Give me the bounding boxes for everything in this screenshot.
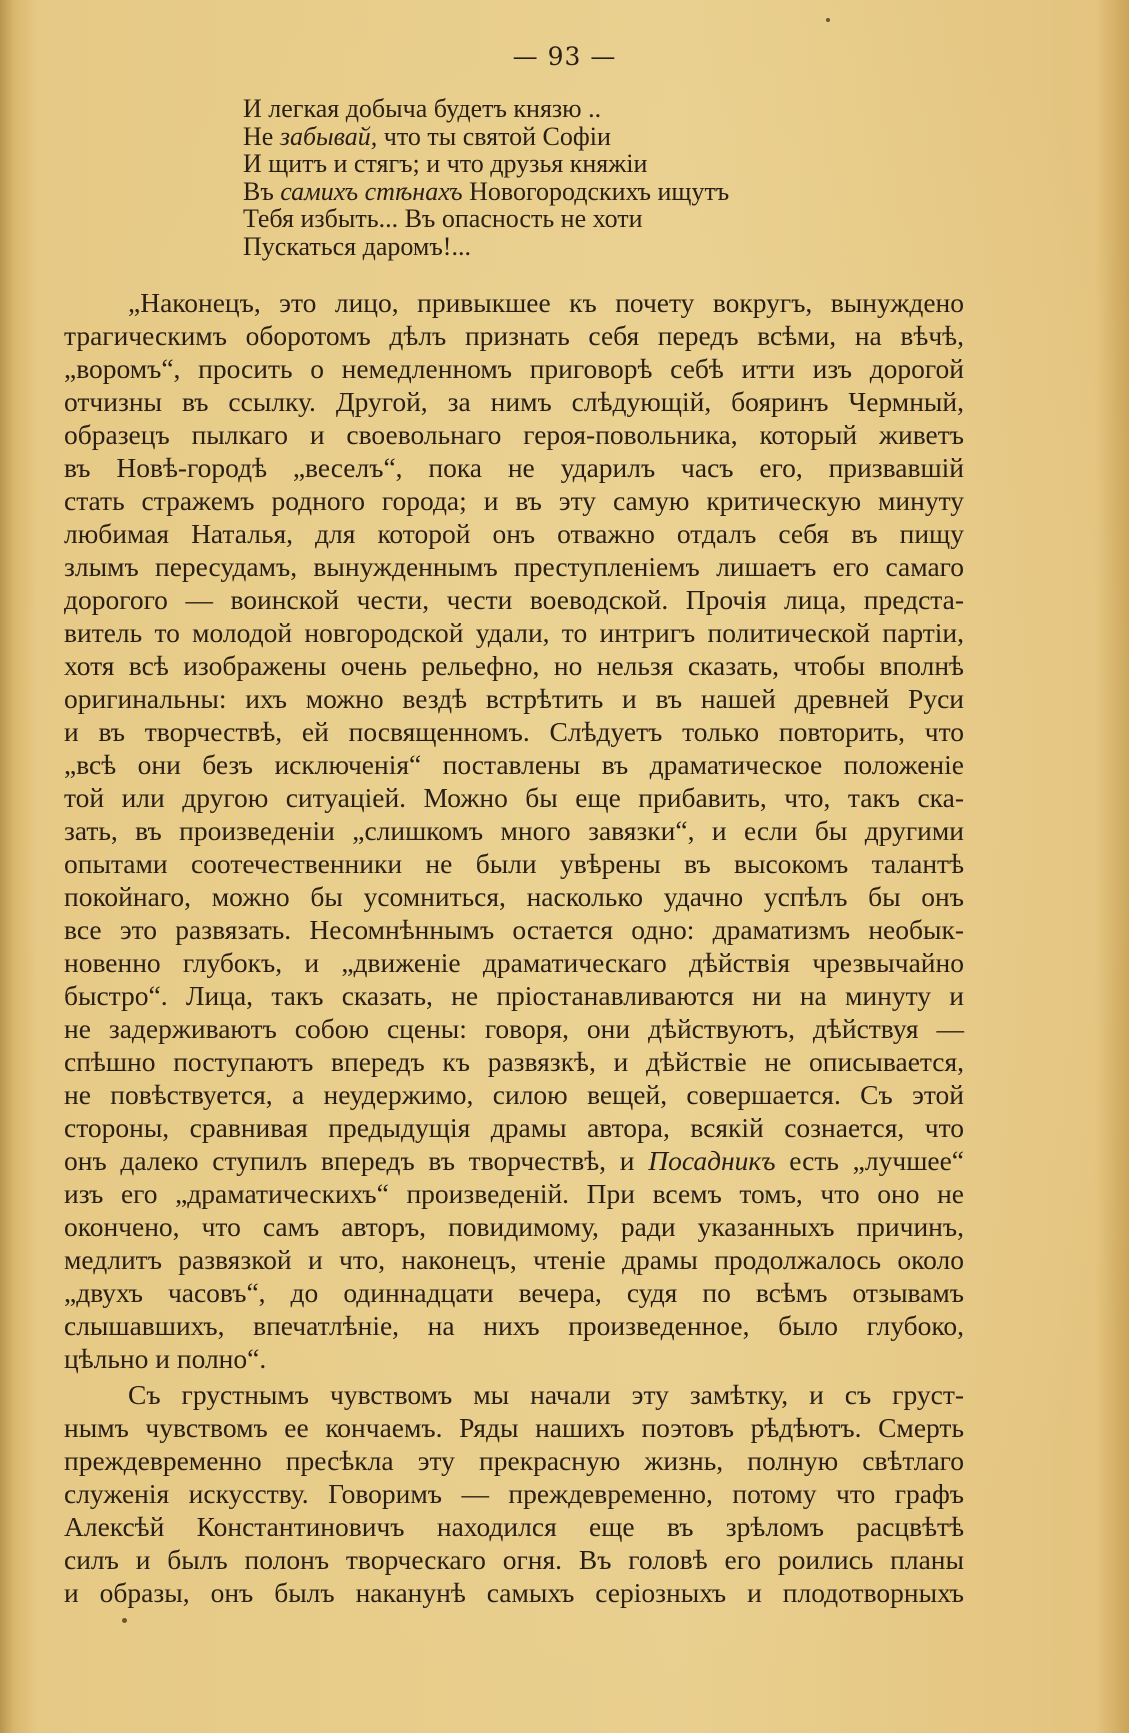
text-line: трагическимъ оборотомъ дѣлъ признать себя передъ всѣми, на вѣчѣ, [64,320,964,351]
text-line: Съ грустнымъ чувствомъ мы начали эту замѣтку, и съ груст- [128,1379,964,1410]
text-line: и въ творчествѣ, ей посвященномъ. Слѣдуетъ только повторить, что [64,716,964,747]
text-line: витель то молодой новгородской удали, то интригъ политической партіи, [64,617,964,648]
verse-quote [243,95,729,261]
body-text [64,286,964,1609]
text-line: не повѣствуется, а неудержимо, силою вещей, совершается. Съ этой [64,1079,964,1110]
paragraph-1 [64,286,964,1375]
verse-italic-text: самихъ стѣнахъ [280,176,463,206]
text-line: дорогого — воинской чести, чести воеводской. Прочія лица, предста- [64,584,964,615]
text-line: служенія искусству. Говоримъ — преждевременно, потому что графъ [64,1478,964,1509]
verse-line [243,205,729,233]
verse-text: Не [243,121,280,151]
text-line: „двухъ часовъ“, до одиннадцати вечера, судя по всѣмъ отзывамъ [64,1277,964,1308]
text-line: и образы, онъ былъ наканунѣ самыхъ серіозныхъ и плодотворныхъ [64,1577,964,1608]
text-line: цѣльно и полно“. [64,1343,267,1374]
text-line: отчизны въ ссылку. Другой, за нимъ слѣдующій, бояринъ Чермный, [64,386,964,417]
text-line: не задерживаютъ собою сцены: говоря, они дѣйствуютъ, дѣйствуя — [64,1013,964,1044]
text-line: злымъ пересудамъ, вынужденнымъ преступленіемъ лишаетъ его самаго [64,551,964,582]
verse-text: И легкая добыча будетъ князю .. [243,94,602,123]
text-line: изъ его „драматическихъ“ произведеній. При всемъ томъ, что оно не [64,1178,964,1209]
verse-text: И щитъ и стягъ; и что друзья княжіи [243,149,648,179]
text-line: зать, въ произведеніи „слишкомъ много завязки“, и если бы другими [64,815,964,846]
text-line: въ Новѣ-городѣ „веселъ“, пока не ударилъ часъ его, призвавшій [64,452,964,483]
text-line: „Наконецъ, это лицо, привыкшее къ почету вокругъ, вынуждено [128,287,964,318]
text-line: опытами соотечественники не были увѣрены въ высокомъ талантѣ [64,848,964,879]
verse-text: что ты святой Софіи [377,121,611,151]
verse-line [243,178,729,206]
text-line: силъ и былъ полонъ творческаго огня. Въ головѣ его роились планы [64,1544,964,1575]
text-line: нымъ чувствомъ ее кончаемъ. Ряды нашихъ поэтовъ рѣдѣютъ. Смерть [64,1412,964,1443]
paper-speck [826,18,830,22]
text-line: покойнаго, можно бы усомниться, насколько удачно успѣлъ бы онъ [64,881,964,912]
verse-line [243,123,729,151]
text-line-part: есть „лучшее“ [775,1145,964,1176]
verse-text: Тебя избыть... Въ опасность не хоти [243,204,643,234]
verse-line [243,95,729,123]
text-line: окончено, что самъ авторъ, повидимому, ради указанныхъ причинъ, [64,1211,964,1242]
verse-italic-text: забывай, [279,121,378,151]
verse-line [243,233,729,261]
text-line: новенно глубокъ, и „движеніе драматическаго дѣйствія чрезвычайно [64,947,964,978]
text-line: быстро“. Лица, такъ сказать, не пріостанавливаются ни на минуту и [64,980,964,1011]
text-line: медлитъ развязкой и что, наконецъ, чтеніе драмы продолжалось около [64,1244,964,1275]
text-line: оригинальны: ихъ можно вездѣ встрѣтить и въ нашей древней Руси [64,683,964,714]
text-line: „всѣ они безъ исключенія“ поставлены въ драматическое положеніе [64,749,964,780]
text-line-part: онъ далеко ступилъ впередъ въ творчествѣ, и [64,1145,649,1176]
text-line: все это развязать. Несомнѣннымъ остается одно: драматизмъ необык- [64,914,964,945]
verse-text: Въ [243,176,281,206]
text-line: хотя всѣ изображены очень рельефно, но нельзя сказать, чтобы вполнѣ [64,650,964,681]
text-line: той или другою ситуаціей. Можно бы еще прибавить, что, такъ ска- [64,782,964,813]
text-line: образецъ пылкаго и своевольнаго героя-повольника, который живетъ [64,419,964,450]
text-line: стороны, сравнивая предыдущія драмы автора, всякій сознается, что [64,1112,964,1143]
text-line: спѣшно поступаютъ впередъ къ развязкѣ, и дѣйствіе не описывается, [64,1046,964,1077]
text-line: преждевременно пресѣкла эту прекрасную жизнь, полную свѣтлаго [64,1445,964,1476]
text-line: „воромъ“, просить о немедленномъ приговорѣ себѣ итти изъ дорогой [64,353,964,384]
verse-text: Пускаться даромъ!... [243,231,471,261]
verse-text: Новогородскихъ ищутъ [462,176,730,206]
text-line: стать стражемъ родного города; и въ эту самую критическую минуту [64,485,964,516]
page-number: — 93 — [512,42,617,71]
text-line: слышавшихъ, впечатлѣніе, на нихъ произведенное, было глубоко, [64,1310,964,1341]
text-line: Алексѣй Константиновичъ находился еще въ зрѣломъ расцвѣтѣ [64,1511,964,1542]
text-line: любимая Наталья, для которой онъ отважно отдалъ себя въ пищу [64,518,964,549]
paragraph-2 [64,1378,964,1609]
text-line-with-title [64,1144,964,1177]
work-title-posadnik: Посадникъ [648,1145,776,1176]
paper-speck [122,1618,127,1623]
verse-line [243,150,729,178]
